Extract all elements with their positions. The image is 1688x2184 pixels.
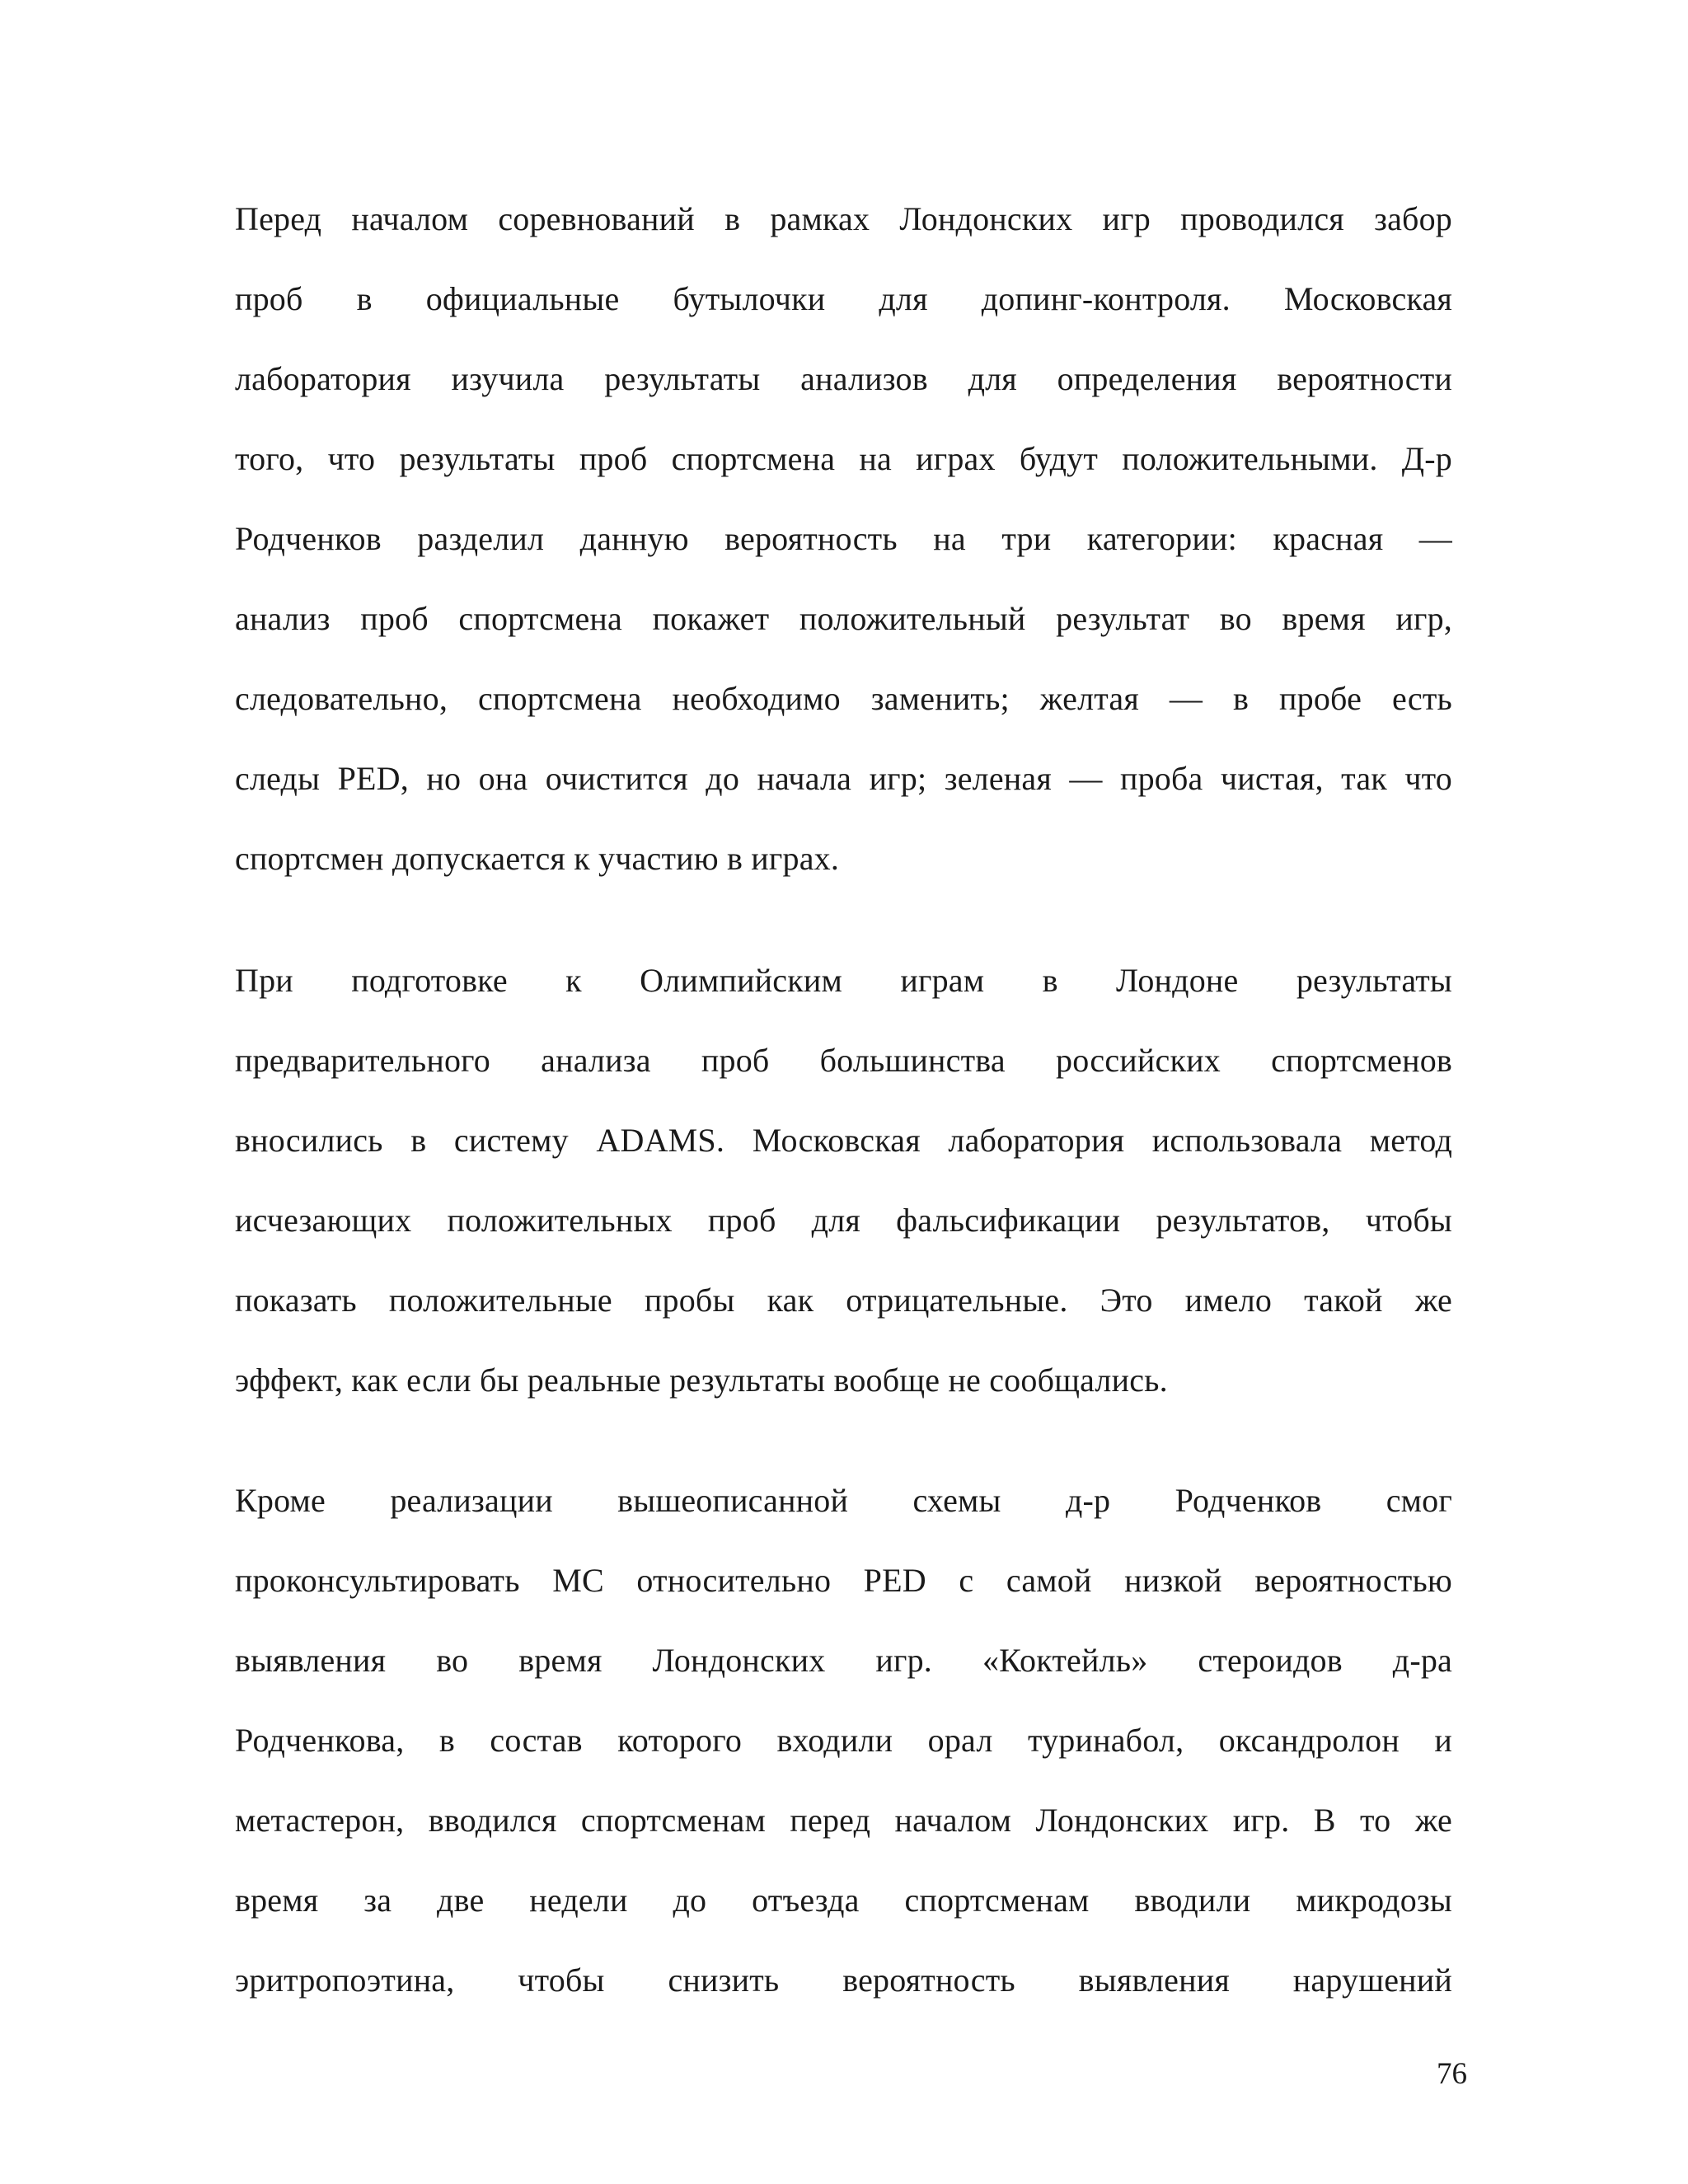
paragraph-line: лаборатория изучила результаты анализов для определения вероятности <box>235 360 1452 397</box>
paragraph-line: Перед началом соревнований в рамках Лондонских игр проводился забор <box>235 200 1452 237</box>
paragraph-line: выявления во время Лондонских игр. «Коктейль» стероидов д-ра <box>235 1642 1452 1679</box>
page-number: 76 <box>1437 2057 1467 2091</box>
paragraph-line: того, что результаты проб спортсмена на играх будут положительными. Д-р <box>235 440 1452 477</box>
paragraph-line: спортсмен допускается к участию в играх. <box>235 840 840 877</box>
paragraph-line: Родченков разделил данную вероятность на три категории: красная — <box>235 520 1452 557</box>
paragraph-line: вносились в систему ADAMS. Московская лаборатория использовала метод <box>235 1122 1452 1159</box>
paragraph-2 <box>235 940 1452 1420</box>
paragraph-line: анализ проб спортсмена покажет положительный результат во время игр, <box>235 600 1452 637</box>
paragraph-line: При подготовке к Олимпийским играм в Лондоне результаты <box>235 962 1452 999</box>
paragraph-line: проб в официальные бутылочки для допинг-контроля. Московская <box>235 280 1452 317</box>
paragraph-line: показать положительные пробы как отрицательные. Это имело такой же <box>235 1282 1452 1319</box>
paragraph-line: Кроме реализации вышеописанной схемы д-р Родченков смог <box>235 1482 1452 1519</box>
paragraph-line: предварительного анализа проб большинства российских спортсменов <box>235 1042 1452 1079</box>
paragraph-line: следы PED, но она очистится до начала игр; зеленая — проба чистая, так что <box>235 760 1452 797</box>
paragraph-line: эффект, как если бы реальные результаты вообще не сообщались. <box>235 1361 1168 1399</box>
paragraph-line: проконсультировать МС относительно PED с самой низкой вероятностью <box>235 1562 1452 1599</box>
paragraph-3 <box>235 1460 1452 2020</box>
paragraph-line: метастерон, вводился спортсменам перед началом Лондонских игр. В то же <box>235 1802 1452 1839</box>
paragraph-line: следовательно, спортсмена необходимо заменить; желтая — в пробе есть <box>235 680 1452 717</box>
paragraph-line: Родченкова, в состав которого входили орал туринабол, оксандролон и <box>235 1722 1452 1759</box>
paragraph-line: исчезающих положительных проб для фальсификации результатов, чтобы <box>235 1202 1452 1239</box>
paragraph-line: время за две недели до отъезда спортсменам вводили микродозы <box>235 1882 1452 1919</box>
paragraph-1 <box>235 179 1452 898</box>
paragraph-line: эритропоэтина, чтобы снизить вероятность выявления нарушений <box>235 1961 1452 1999</box>
